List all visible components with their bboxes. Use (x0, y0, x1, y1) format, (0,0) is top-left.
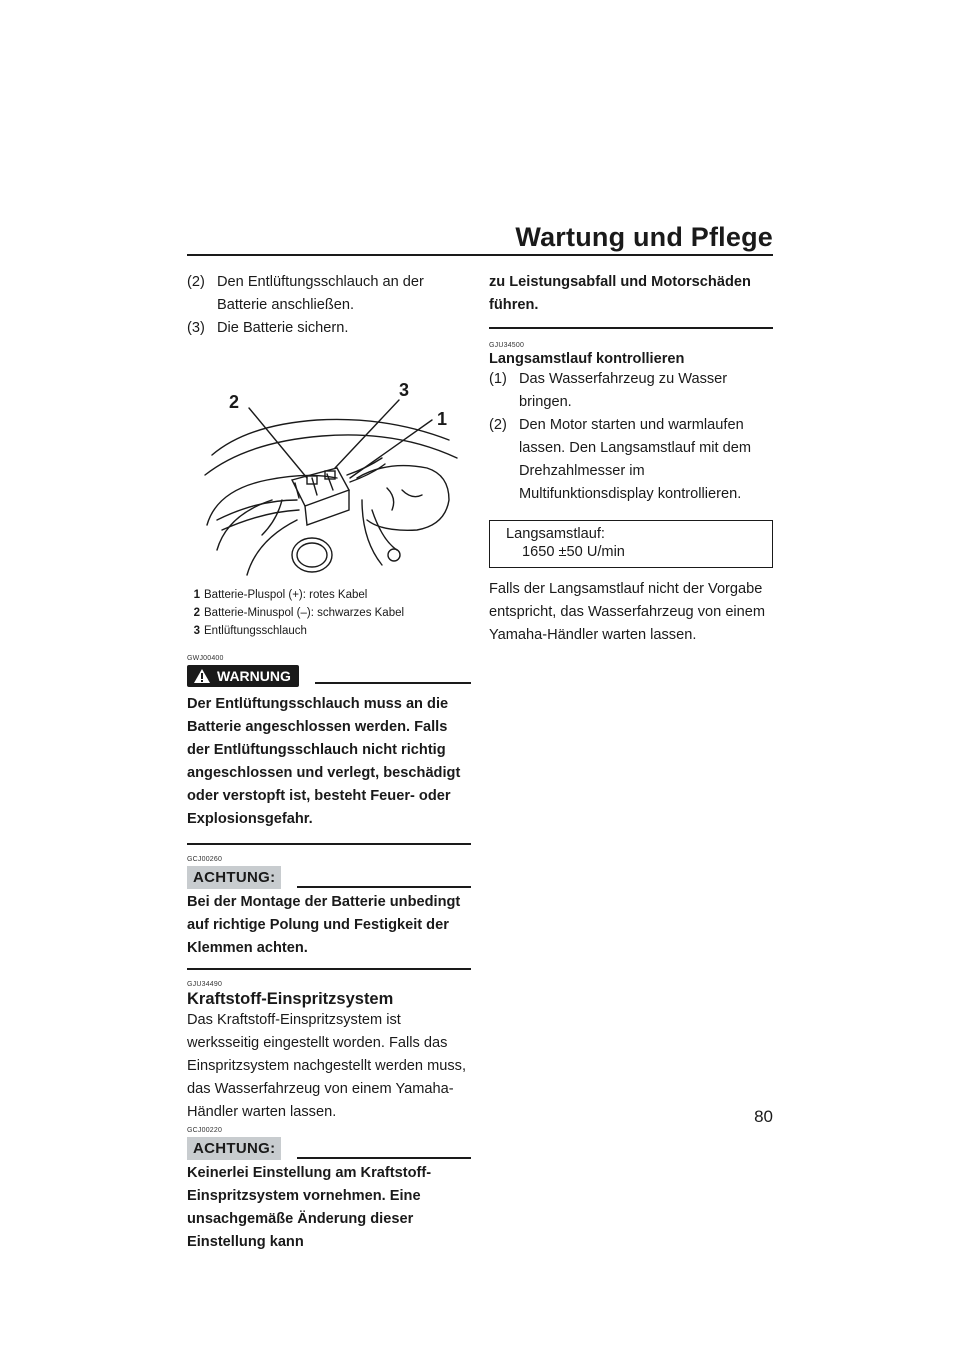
callout-1: 1 (437, 409, 448, 429)
warning-bottom-rule (187, 843, 471, 845)
caution-text: Keinerlei Einstellung am Kraftstoff-Einspritzsystem vornehmen. Eine unsachgemäße Änderung dieser Einstellung kann (187, 1165, 432, 1250)
step-2 (489, 414, 773, 506)
caution-text-continued: zu Leistungsabfall und Motorschäden führen. (489, 274, 751, 313)
caution-bottom-rule (187, 968, 471, 970)
spec-value: 1650 ±50 U/min (522, 544, 625, 560)
caption-item (187, 622, 471, 640)
warning-label: WARNUNG (217, 668, 291, 684)
page-title: Wartung und Pflege (515, 222, 773, 252)
step-text: Den Motor starten und warmlaufen lassen. Den Langsamstlauf mit dem Drehzahlmesser im Multifunktionsdisplay kontrollieren. (519, 417, 751, 502)
step-1 (489, 368, 773, 414)
reference-code: GJU34500 (489, 342, 525, 349)
callout-3: 3 (399, 380, 410, 400)
reference-code: GCJ00220 (187, 1127, 223, 1134)
caption-item (187, 604, 471, 622)
reference-code: GWJ00400 (187, 655, 224, 662)
caption-item (187, 586, 471, 604)
warning-badge (187, 665, 299, 687)
step-text: Den Entlüftungsschlauch an der Batterie anschließen. (217, 274, 424, 313)
section-title: Langsamstlauf kontrollieren (489, 351, 685, 367)
caution-label: ACHTUNG: (187, 1137, 281, 1160)
spec-label: Langsamstlauf: (506, 526, 605, 542)
caution-header-rule (297, 886, 471, 888)
caption-text: Batterie-Minuspol (–): schwarzes Kabel (204, 607, 405, 619)
caption-number: 1 (193, 589, 200, 601)
warning-triangle-icon (193, 668, 211, 684)
header-divider (187, 254, 773, 256)
warning-text: Der Entlüftungsschlauch muss an die Batterie angeschlossen werden. Falls der Entlüftungsschlauch nicht richtig angeschlossen und verlegt, beschädigt oder verstopft ist, besteht Feuer- oder Explosionsgefahr. (187, 696, 461, 827)
warning-header (187, 665, 471, 687)
section-title: Kraftstoff-Einspritzsystem (187, 990, 394, 1008)
reference-code: GJU34490 (187, 981, 223, 988)
section-body: Falls der Langsamstlauf nicht der Vorgabe entspricht, das Wasserfahrzeug von einem Yamaha-Händler warten lassen. (489, 581, 766, 643)
caption-text: Entlüftungsschlauch (204, 625, 307, 637)
callout-2: 2 (229, 392, 240, 412)
caution-header (187, 866, 471, 889)
caption-number: 3 (193, 625, 200, 637)
battery-drawing (187, 350, 471, 580)
caution-label: ACHTUNG: (187, 866, 281, 889)
caption-text: Batterie-Pluspol (+): rotes Kabel (204, 589, 368, 601)
right-column (489, 271, 773, 647)
step-number: (2) (187, 274, 205, 290)
step-text: Das Wasserfahrzeug zu Wasser bringen. (519, 371, 728, 410)
reference-code: GCJ00260 (187, 856, 223, 863)
battery-illustration (187, 350, 471, 580)
figure-captions (187, 586, 471, 640)
step-number: (3) (187, 320, 205, 336)
caution-header-rule (297, 1157, 471, 1159)
caption-number: 2 (193, 607, 200, 619)
step-number: (1) (489, 371, 507, 387)
caution-header (187, 1137, 471, 1160)
page-number: 80 (754, 1107, 773, 1126)
spec-box (489, 520, 773, 568)
step-3 (187, 317, 471, 340)
caution-bottom-rule (489, 327, 773, 329)
step-number: (2) (489, 417, 507, 433)
warning-header-rule (315, 682, 471, 684)
step-2 (187, 271, 471, 317)
section-body: Das Kraftstoff-Einspritzsystem ist werksseitig eingestellt worden. Falls das Einspritzsystem nachgestellt werden muss, das Wasserfahrzeug von einem Yamaha-Händler warten lassen. (187, 1012, 467, 1120)
step-text: Die Batterie sichern. (217, 320, 349, 336)
caution-text: Bei der Montage der Batterie unbedingt auf richtige Polung und Festigkeit der Klemmen achten. (187, 894, 461, 956)
left-column (187, 271, 471, 1254)
